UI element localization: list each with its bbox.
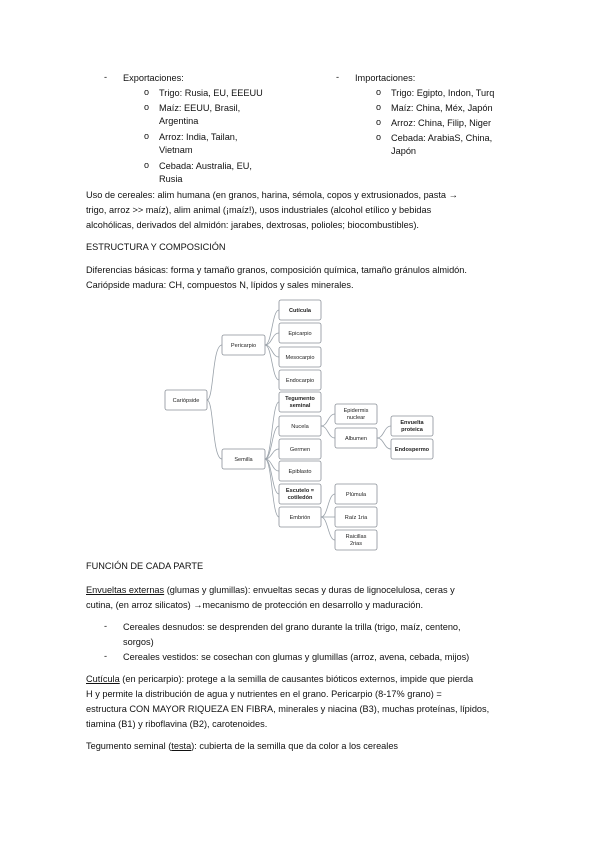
exports-title: Exportaciones: (123, 73, 184, 83)
label-epicarpio: Epicarpio (288, 331, 312, 337)
label-envuelta-2: proteica (401, 427, 423, 433)
exports-item: Maíz: EEUU, Brasil, (159, 103, 241, 113)
term-envueltas: Envueltas externas (86, 585, 165, 595)
label-nucela: Nucela (291, 424, 309, 430)
section-heading-funcion: FUNCIÓN DE CADA PARTE (86, 561, 204, 571)
label-escutelo-1: Escutelo = (285, 488, 315, 494)
exports-item-cont: Vietnam (159, 145, 193, 155)
text-run: Tegumento seminal ( (86, 741, 172, 751)
imports-item: Trigo: Egipto, Indon, Turq (391, 88, 495, 98)
bullet-marker: o (376, 117, 382, 127)
text-line: tiamina (B1) y riboflavina (B2), carotenoides. (86, 719, 268, 729)
label-endospermo: Endospermo (394, 447, 430, 453)
label-epiblasto: Epiblasto (288, 469, 312, 475)
label-raicillas-2: 2rias (349, 541, 363, 547)
dash-marker: - (104, 621, 108, 631)
label-germen: Germen (289, 447, 311, 453)
label-envuelta-1: Envuelta (400, 420, 424, 426)
text-line: trigo, arroz >> maíz), alim animal (¡maíz!), usos industriales (alcohol etílico y bebidas (86, 205, 432, 215)
label-endocarpio: Endocarpio (285, 378, 315, 384)
label-cuticula: Cutícula (288, 308, 312, 314)
exports-item: Trigo: Rusia, EU, EEEUU (159, 88, 263, 98)
label-raiz: Raíz 1ria (344, 515, 368, 521)
text-run: ): cubierta de la semilla que da color a los cereales (191, 741, 399, 751)
bullet-marker: o (144, 131, 150, 141)
text-line: Diferencias básicas: forma y tamaño granos, composición química, tamaño gránulos almidón. (86, 265, 467, 275)
dash-marker: - (336, 72, 340, 82)
text-line (86, 584, 455, 597)
imports-title: Importaciones: (355, 73, 416, 83)
exports-item: Arroz: India, Tailan, (159, 132, 238, 142)
bullet-marker: o (144, 102, 150, 112)
imports-item: Cebada: ArabiaS, China, (391, 133, 493, 143)
label-semilla: Semilla (234, 457, 253, 463)
label-pericarpio: Pericarpio (230, 343, 257, 349)
text-line: cutina, (en arroz silicatos) →mecanismo de protección en desarrollo y maduración. (86, 600, 424, 610)
bullet-marker: o (376, 87, 382, 97)
text-line: Uso de cereales: alim humana (en granos, harina, sémola, copos y extrusionados, pasta → (86, 190, 458, 200)
node-raicillas (335, 530, 377, 550)
text-run: (en pericarpio): protege a la semilla de causantes bióticos externos, impide que pierda (119, 674, 474, 684)
exports-item: Cebada: Australia, EU, (159, 161, 252, 171)
imports-item-cont: Japón (391, 146, 417, 156)
label-epidermis-2: nuclear (346, 415, 366, 421)
label-mesocarpio: Mesocarpio (285, 355, 315, 361)
text-line: estructura CON MAYOR RIQUEZA EN FIBRA, minerales y niacina (B3), muchas proteínas, lípidos, (86, 704, 490, 714)
node-escutelo (279, 484, 321, 504)
list-item: Cereales desnudos: se desprenden del grano durante la trilla (trigo, maíz, centeno, (123, 622, 461, 632)
list-item-cont: sorgos) (123, 637, 154, 647)
label-tegumento-2: seminal (289, 403, 311, 409)
term-cuticula: Cutícula (86, 674, 120, 684)
node-envuelta (391, 416, 433, 436)
label-plumula: Plúmula (345, 492, 367, 498)
list-item: Cereales vestidos: se cosechan con glumas y glumillas (arroz, avena, cebada, mijos) (123, 652, 470, 662)
text-run: (glumas y glumillas): envueltas secas y duras de lignocelulosa, ceras y (164, 585, 455, 595)
bullet-marker: o (144, 160, 150, 170)
section-heading-estructura: ESTRUCTURA Y COMPOSICIÓN (86, 242, 226, 252)
text-line (86, 673, 473, 686)
exports-item-cont: Rusia (159, 174, 183, 184)
node-epidermis (335, 404, 377, 424)
bullet-marker: o (144, 87, 150, 97)
label-tegumento-1: Tegumento (285, 396, 315, 402)
bullet-marker: o (376, 132, 382, 142)
bullet-marker: o (376, 102, 382, 112)
text-line (86, 740, 398, 753)
label-raicillas-1: Raicillas (345, 534, 367, 540)
text-line: Cariópside madura: CH, compuestos N, lípidos y sales minerales. (86, 280, 354, 290)
label-cariopside: Cariópside (172, 398, 200, 404)
label-embrion: Embrión (289, 515, 311, 521)
text-line: H y permite la distribución de agua y nutrientes en el grano. Pericarpio (8-17% grano) = (86, 689, 442, 699)
node-tegumento (279, 392, 321, 412)
exports-item-cont: Argentina (159, 116, 199, 126)
label-escutelo-2: cotiledón (287, 495, 313, 501)
term-testa: testa (171, 741, 192, 751)
imports-item: Maíz: China, Méx, Japón (391, 103, 493, 113)
label-albumen: Albumen (344, 436, 368, 442)
dash-marker: - (104, 651, 108, 661)
imports-item: Arroz: China, Filip, Niger (391, 118, 492, 128)
label-epidermis-1: Epidermis (343, 408, 369, 414)
dash-marker: - (104, 72, 108, 82)
text-line: alcohólicas, derivados del almidón: jarabes, dextrosas, polioles; biocombustibles). (86, 220, 419, 230)
